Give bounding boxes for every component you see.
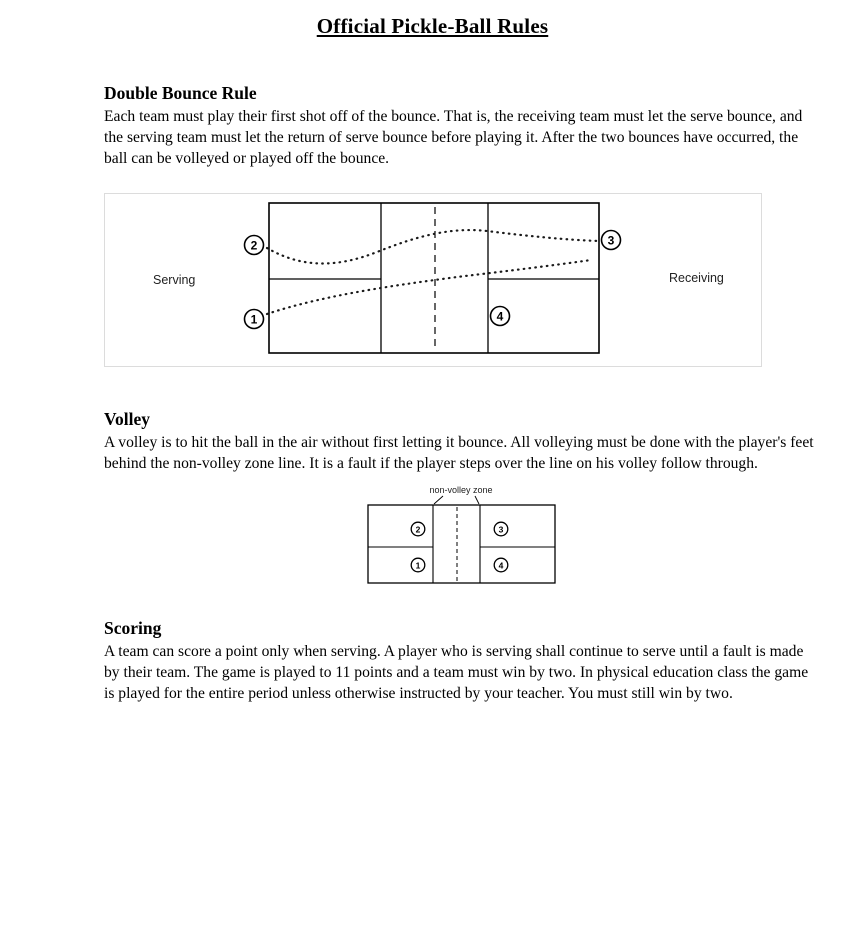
section-scoring [104,618,820,704]
ball-path-lower [267,260,591,314]
position-4-number: 4 [496,309,504,324]
document-content [104,83,820,704]
section-double-bounce [104,83,820,169]
position-1-number-small: 1 [415,560,421,571]
scoring-heading: Scoring [104,618,162,638]
ball-path-upper [267,230,599,263]
non-volley-zone-diagram [340,480,580,590]
court-diagram-svg [105,194,761,364]
zone-diagram-svg [340,480,580,590]
volley-paragraph: A volley is to hit the ball in the air without first letting it bounce. All volleying must be done with the player's feet behind the non-volley zone line. It is a fault if the player steps over the line on his volley follow through. [104,434,814,472]
receiving-label: Receiving [669,271,724,285]
court-outline [269,203,599,353]
double-bounce-paragraph: Each team must play their first shot off of the bounce. That is, the receiving team must let the serve bounce, and the serving team must let the return of serve bounce before playing it. After the two bounces have occurred, the ball can be volleyed or played off the bounce. [104,108,803,167]
double-bounce-heading: Double Bounce Rule [104,83,257,103]
volley-heading: Volley [104,409,151,429]
non-volley-zone-label: non-volley zone [429,485,493,495]
court-outline-small [368,505,555,583]
position-2-number: 2 [250,238,258,253]
zone-pointer-right [475,496,479,504]
position-3-number-small: 3 [498,524,504,535]
position-3-number: 3 [607,233,615,248]
position-1-number: 1 [250,312,258,327]
position-2-number-small: 2 [415,524,421,535]
double-bounce-court-diagram [104,193,762,367]
serving-label: Serving [153,273,196,287]
scoring-paragraph: A team can score a point only when serving. A player who is serving shall continue to serve until a fault is made by their team. The game is played to 11 points and a team must win by two. In physical education class the game is played for the entire period unless otherwise instructed by your teacher. You must still win by two. [104,643,809,702]
page-title: Official Pickle-Ball Rules [316,14,549,38]
zone-pointer-left [434,496,443,504]
position-4-number-small: 4 [498,560,504,571]
section-volley [104,409,820,474]
